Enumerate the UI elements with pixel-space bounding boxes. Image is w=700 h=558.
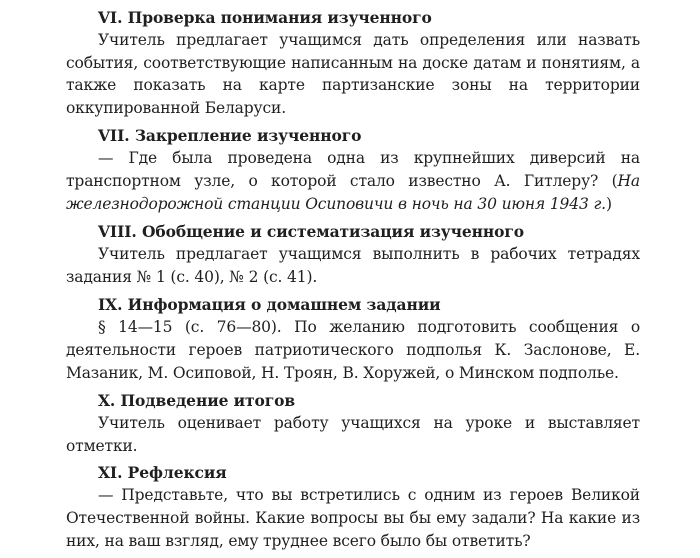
section-text: Учитель предлагает учащимся выполнить в рабочих тетрадях задания № 1 (с. 40), № 2 (с. 41). [66, 245, 640, 286]
answer-text: На железнодорожной станции Осиповичи в ночь на 30 июня 1943 г. [66, 171, 640, 213]
section-heading: X. Подведение итогов [98, 391, 296, 411]
section-generalization [66, 221, 640, 288]
section-reflection [66, 462, 640, 552]
section-summary [66, 390, 640, 457]
section-heading: VI. Проверка понимания изученного [98, 8, 432, 27]
section-text: Учитель оценивает работу учащихся на уроке и выставляет отметки. [66, 414, 640, 455]
section-heading: IX. Информация о домашнем задании [98, 295, 441, 315]
closing-paren: ) [605, 194, 612, 213]
section-verification [66, 7, 640, 119]
section-heading: XI. Рефлексия [98, 463, 227, 483]
section-text [66, 147, 640, 215]
section-text: § 14—15 (с. 76—80). По желанию подготовить сообщения о деятельности героев патриотического подполья К. Заслонове, Е. Мазаник, М. Осиповой, Н. Троян, В. Хоружей, о Минском подполье. [66, 318, 640, 382]
section-heading: VIII. Обобщение и систематизация изученного [98, 222, 524, 242]
section-text: Учитель предлагает учащимся дать определения или назвать события, соответствующие написанным на доске датам и понятиям, а также показать на карте партизанские зоны на территории оккупированной Беларуси. [66, 31, 640, 117]
document-page [66, 7, 640, 558]
question-text: — Где была проведена одна из крупнейших диверсий на транспортном узле, о которой стало известно А. Гитлеру? ( [66, 149, 640, 190]
section-homework [66, 294, 640, 384]
section-heading: VII. Закрепление изученного [98, 126, 362, 146]
section-consolidation [66, 125, 640, 215]
section-text: — Представьте, что вы встретились с одним из героев Великой Отечественной войны. Какие вопросы вы бы ему задали? На какие из них, на ваш взгляд, ему труднее всего было бы ответить? [66, 486, 640, 550]
